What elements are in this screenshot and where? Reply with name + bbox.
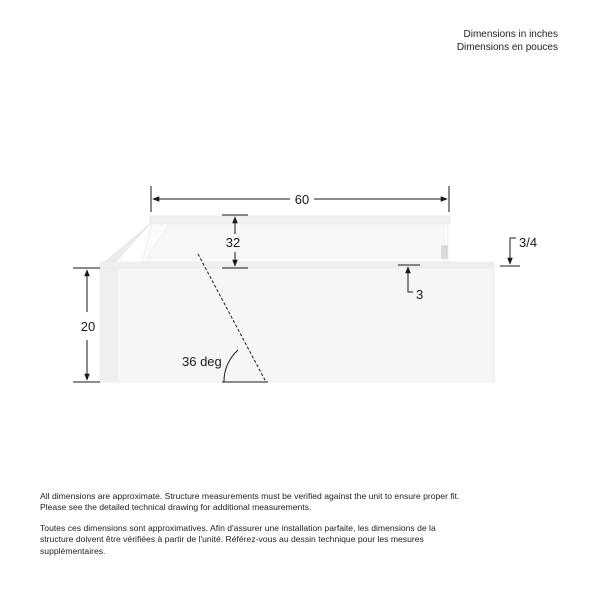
width-label: 60 — [294, 192, 310, 207]
depth-label: 32 — [225, 235, 241, 250]
width-dimension — [151, 186, 449, 212]
tub-apron-return — [100, 266, 118, 382]
disclaimer-french: Toutes ces dimensions sont approximatives. Afin d'assurer une installation parfaite, les dimensions de la structure doivent être vérifiées à partir de l'unité. Référez-vous au dessin technique pour les mesures supplémentaires. — [40, 522, 436, 556]
angle-label: 36 deg — [182, 354, 222, 369]
rim-label: 3/4 — [519, 235, 538, 250]
height-label: 20 — [80, 319, 96, 334]
disclaimer-notes — [40, 491, 470, 566]
tub-basin-edge — [146, 226, 446, 258]
tub-ledge — [100, 262, 494, 268]
overflow-drain-icon — [441, 245, 448, 259]
disclaimer-english: All dimensions are approximate. Structure measurements must be verified against the unit to ensure proper fit. Please see the detailed technical drawing for additional measurements. — [40, 491, 460, 513]
tub-rim — [150, 216, 450, 224]
height-dimension — [73, 268, 100, 382]
rim-dimension — [500, 235, 537, 266]
bathtub — [100, 216, 494, 382]
units-english: Dimensions in inches — [463, 29, 558, 40]
ledge-label: 3 — [416, 287, 424, 302]
units-french: Dimensions en pouces — [456, 42, 558, 53]
tub-apron — [100, 266, 494, 382]
